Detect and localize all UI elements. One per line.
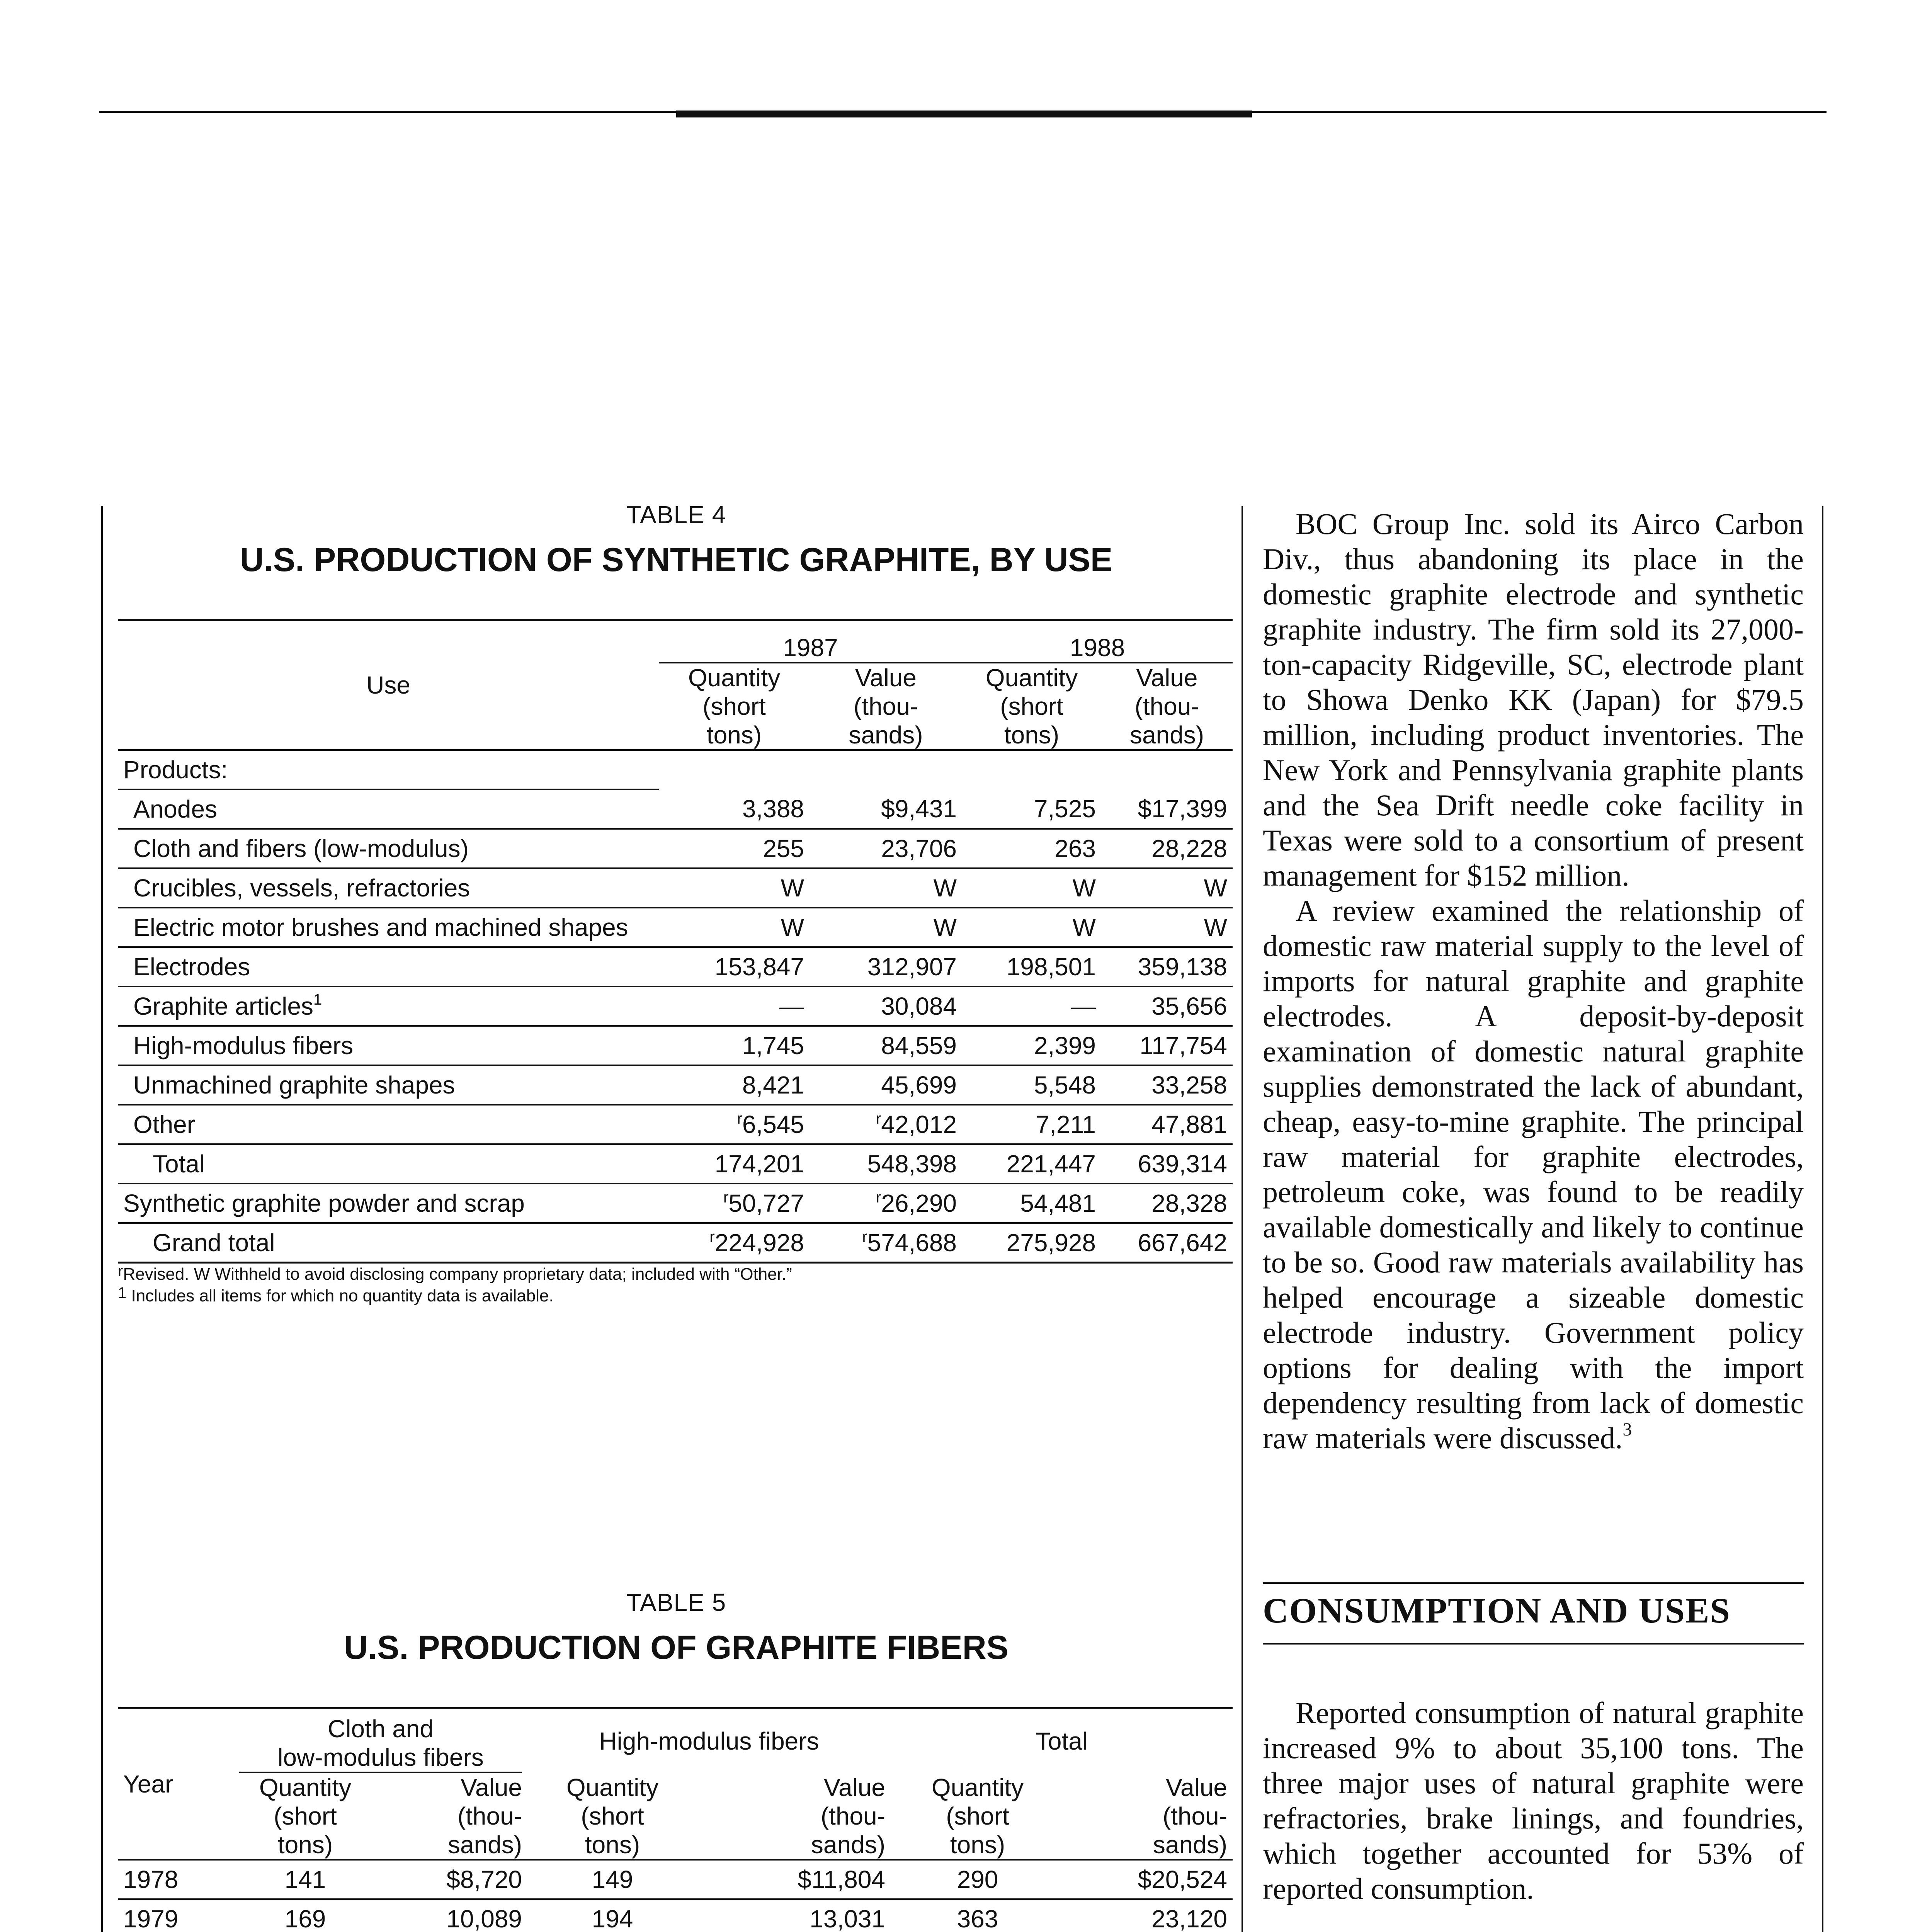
table5-title: U.S. PRODUCTION OF GRAPHITE FIBERS — [344, 1629, 1009, 1666]
table4-title: U.S. PRODUCTION OF SYNTHETIC GRAPHITE, BY USE — [240, 541, 1113, 578]
heading-consumption-and-uses: CONSUMPTION AND USES — [1263, 1591, 1731, 1630]
table4-total-row: Total 174,201 548,398 221,447 639,314 — [118, 1144, 1233, 1184]
table5-group-high-modulus: High-modulus fibers — [599, 1727, 819, 1755]
table4-grand-total-row: Grand total $^r$224,928 $^r$574,688 275,928 667,642 — [118, 1223, 1233, 1263]
table4-powder-row: Synthetic graphite powder and scrap $^r$50,727 $^r$26,290 54,481 28,328 — [118, 1184, 1233, 1223]
consumption-rule-bottom — [1263, 1643, 1804, 1645]
table-row: Cloth and fibers (low-modulus) 255 23,706 263 28,228 — [118, 829, 1233, 868]
table5-qty-header: Quantity (short tons) — [259, 1774, 352, 1859]
footnote-revised: Revised. W Withheld to avoid disclosing company proprietary data; included with “Other.” — [123, 1265, 792, 1284]
consumption-rule-top — [1263, 1582, 1804, 1584]
paragraph-review: A review examined the relationship of domestic raw material supply to the level of imports for natural graphite and graphite electrodes. A deposit-by-deposit examination of domestic natural graphite supplies demonstrated the lack of abundant, cheap, easy-to-mine graphite. The principal raw material for graphite electrodes, petroleum coke, was found to be readily available domestically and likely to continue to be so. Good raw materials availability has helped encourage a sizeable domestic electrode industry. Government policy options for dealing with the import dependency resulting from lack of domestic raw materials were discussed.$^3$ — [1263, 894, 1804, 1455]
column-divider — [1242, 506, 1243, 1932]
table5-group-total: Total — [1035, 1727, 1088, 1755]
value-cell: 149 — [527, 1860, 697, 1899]
table4-year-1988: 1988 — [962, 620, 1233, 663]
table-row: High-modulus fibers 1,745 84,559 2,399 117,754 — [118, 1026, 1233, 1065]
table-row: Graphite articles$^1$ — 30,084 — 35,656 — [118, 986, 1233, 1026]
year-cell: 1978 — [118, 1860, 234, 1899]
table5-qty-header: Quantity (short tons) — [566, 1774, 659, 1859]
table5-qty-header: Quantity (short tons) — [931, 1774, 1024, 1859]
table5-year-header: Year — [123, 1770, 173, 1798]
table5-value-header: Value (thou- sands) — [811, 1774, 885, 1859]
table-row: Electric motor brushes and machined shapes W W W W — [118, 908, 1233, 947]
table-row: Unmachined graphite shapes 8,421 45,699 5,548 33,258 — [118, 1065, 1233, 1105]
table-row — [118, 1899, 1233, 1932]
table4-value-header-1988: Value (thou- sands) — [1129, 664, 1204, 749]
consumption-text — [1263, 1695, 1804, 1906]
table4-products-label: Products: — [118, 750, 659, 789]
value-cell: 141 — [234, 1860, 377, 1899]
table4-year-1987: 1987 — [659, 620, 962, 663]
table-row: Anodes 3,388 $9,431 7,525 $17,399 — [118, 789, 1233, 829]
table4-footnotes: $^r$Revised. W Withheld to avoid disclosing company proprietary data; included with “Other.” $^1$ Includes all items for which no quantity data is available. — [118, 1263, 792, 1305]
table4 — [118, 619, 1233, 1264]
value-cell: 13,031 — [697, 1899, 891, 1932]
table5-value-header: Value (thou- sands) — [447, 1774, 522, 1859]
table5-caption: TABLE 5 — [626, 1588, 726, 1616]
paragraph-consumption: Reported consumption of natural graphite increased 9% to about 35,100 tons. The three major uses of natural graphite were refractories, brake linings, and foundries, which together accounted for 53% of reported consumption. — [1263, 1696, 1804, 1905]
value-cell: 10,089 — [377, 1899, 527, 1932]
right-column-text-top — [1263, 506, 1804, 1456]
table5-value-header: Value (thou- sands) — [1153, 1774, 1227, 1859]
table4-qty-header-1988: Quantity (short tons) — [985, 664, 1078, 749]
table4-value-header-1987: Value (thou- sands) — [849, 664, 923, 749]
value-cell: 290 — [891, 1860, 1065, 1899]
footnote-1: Includes all items for which no quantity data is available. — [131, 1286, 554, 1305]
value-cell: $8,720 — [377, 1860, 527, 1899]
table-row: Crucibles, vessels, refractories W W W W — [118, 868, 1233, 908]
table-row — [118, 1860, 1233, 1899]
year-cell: 1979 — [118, 1899, 234, 1932]
left-column-rule — [101, 506, 103, 1932]
value-cell: 194 — [527, 1899, 697, 1932]
table4-caption: TABLE 4 — [626, 501, 726, 529]
value-cell: 23,120 — [1065, 1899, 1233, 1932]
top-bar — [676, 111, 1252, 117]
table4-use-header: Use — [366, 671, 410, 699]
value-cell: 169 — [234, 1899, 377, 1932]
table-row: Electrodes 153,847 312,907 198,501 359,138 — [118, 947, 1233, 986]
table5 — [118, 1707, 1233, 1932]
right-column-rule — [1822, 506, 1823, 1932]
footnote-1-mark: 1 — [313, 991, 322, 1008]
value-cell: $11,804 — [697, 1860, 891, 1899]
table-row: Other $^r$6,545 $^r$42,012 7,211 47,881 — [118, 1105, 1233, 1144]
value-cell: $20,524 — [1065, 1860, 1233, 1899]
paragraph-boc-group: BOC Group Inc. sold its Airco Carbon Div., thus abandoning its place in the domestic graphite electrode and synthetic graphite industry. The firm sold its 27,000-ton-capacity Ridgeville, SC, electrode plant to Showa Denko KK (Japan) for $79.5 million, including product inventories. The New York and Pennsylvania graphite plants and the Sea Drift needle coke facility in Texas were sold to a consortium of present management for $152 million. — [1263, 507, 1804, 892]
table5-group-cloth: Cloth and low-modulus fibers — [234, 1708, 527, 1774]
table4-qty-header-1987: Quantity (short tons) — [688, 664, 781, 749]
value-cell: 363 — [891, 1899, 1065, 1932]
